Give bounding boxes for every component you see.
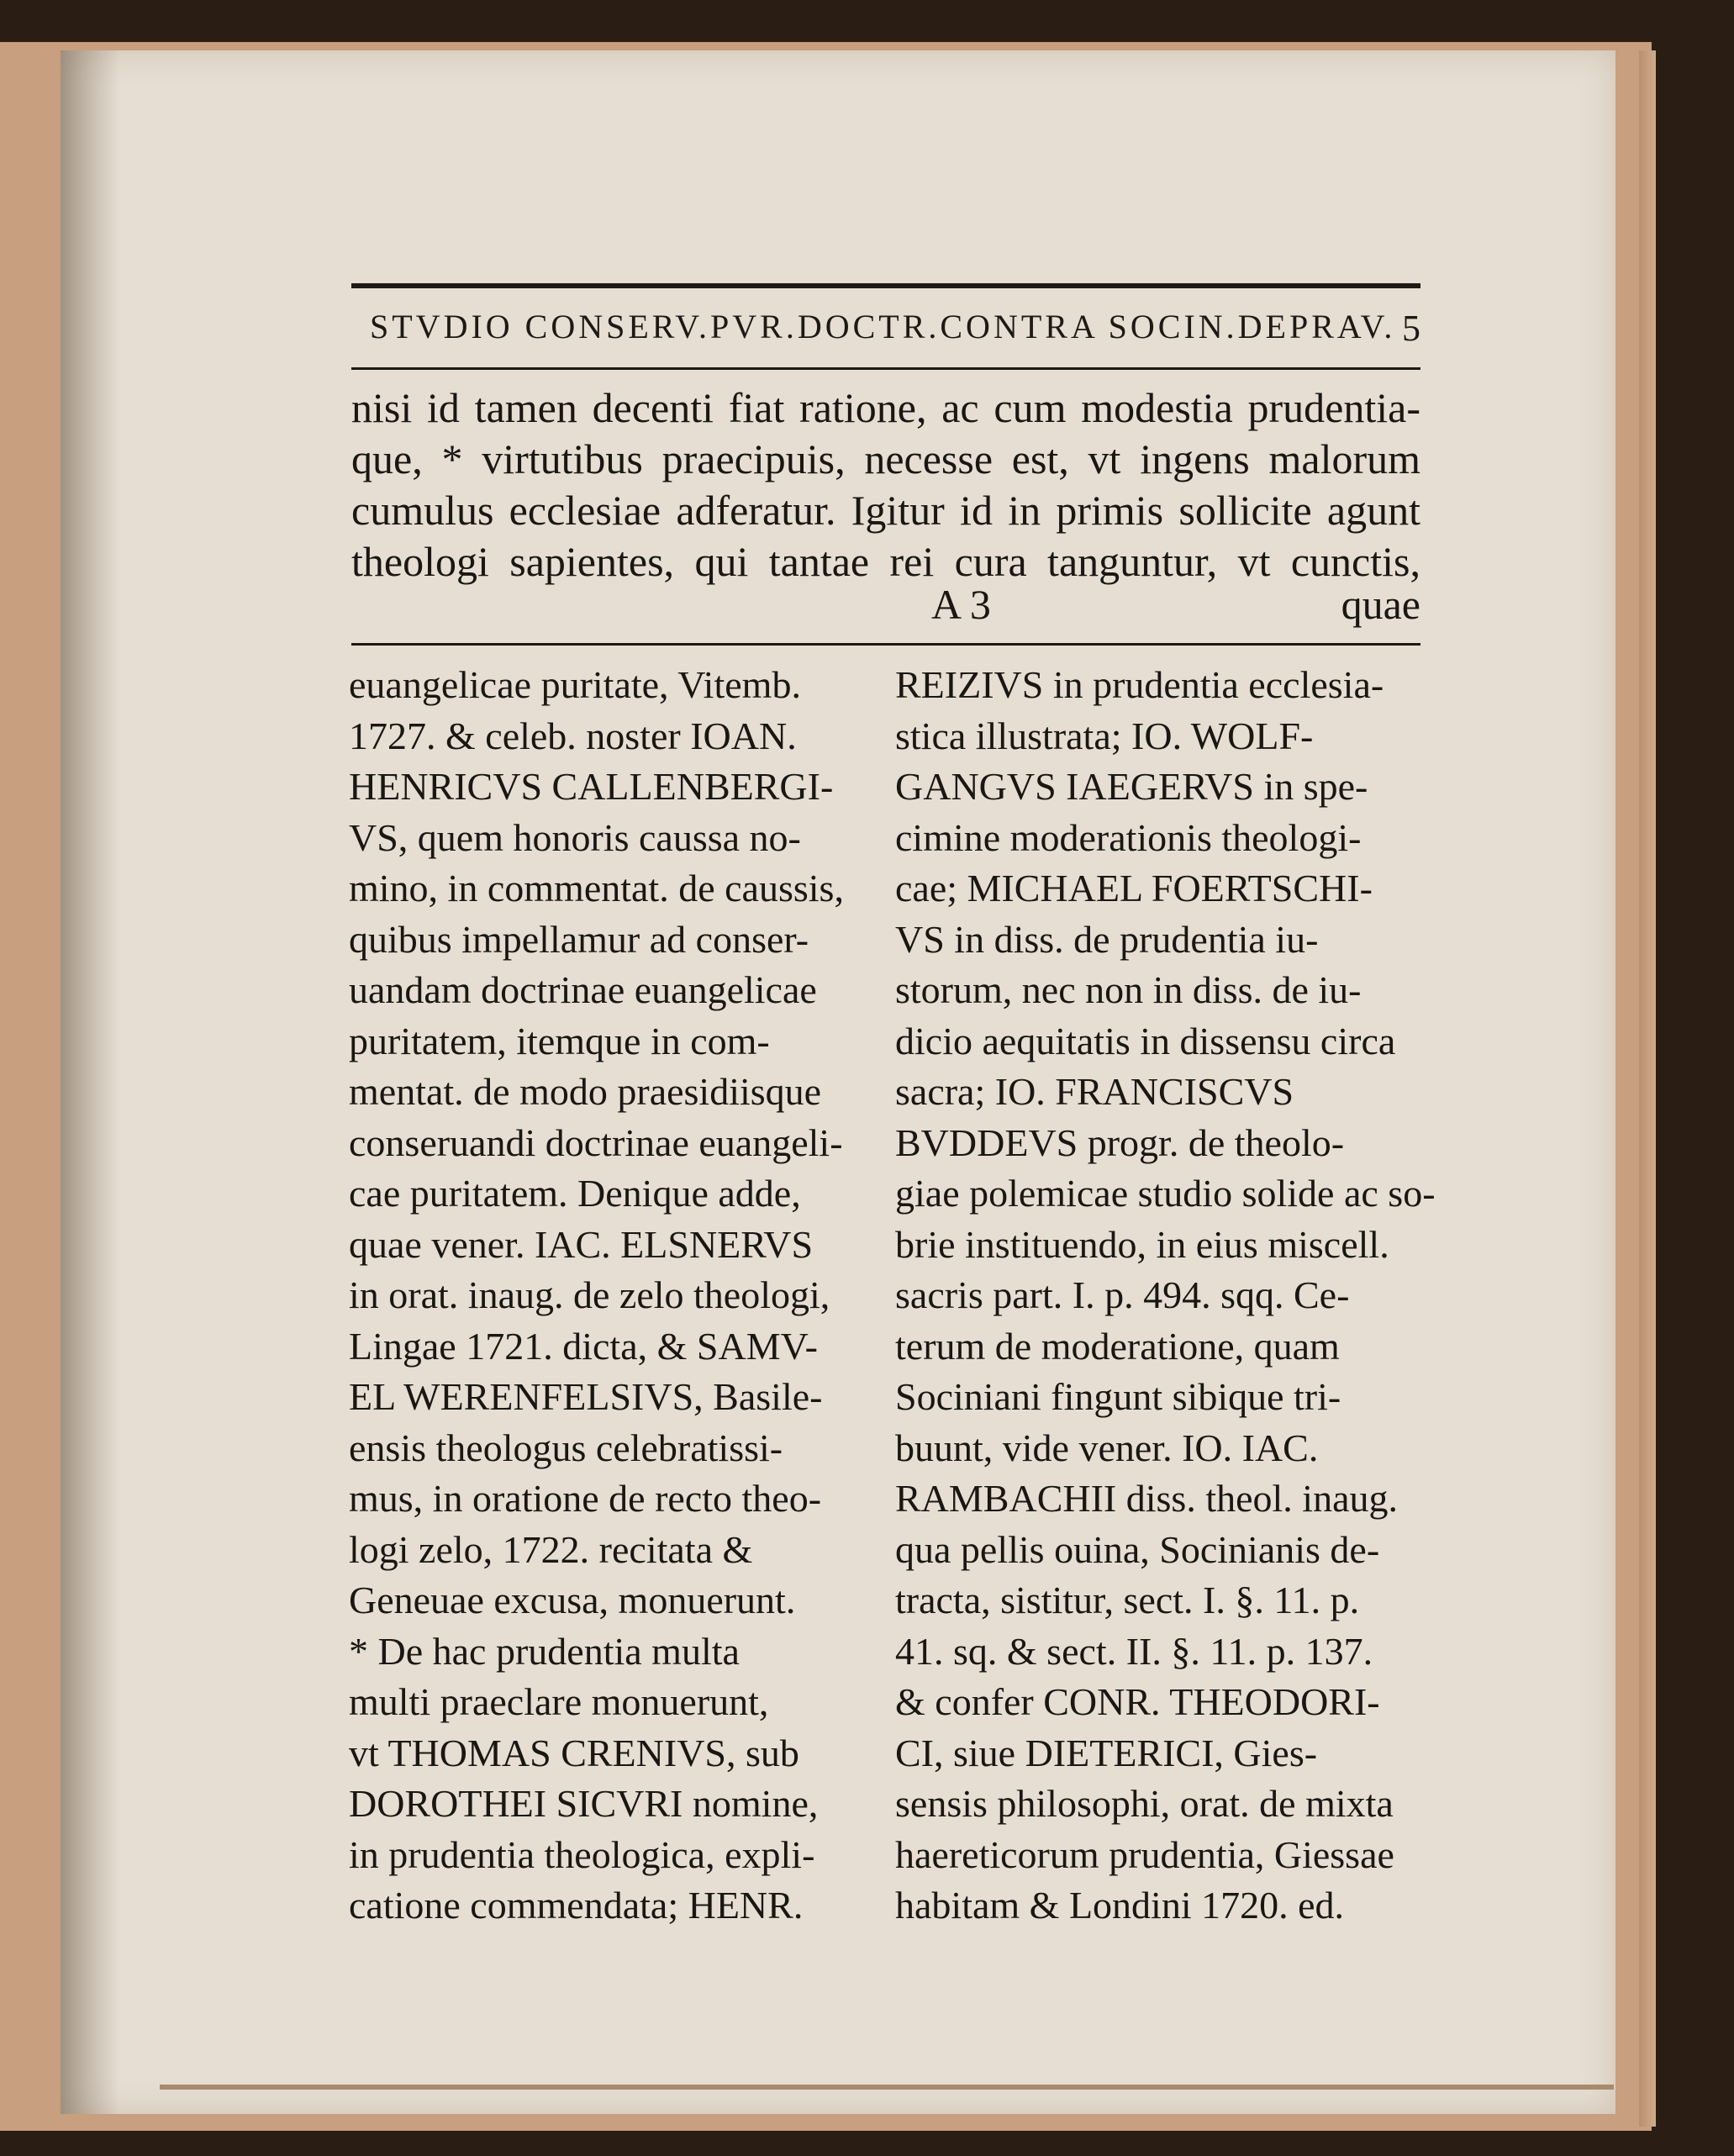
- footnote-line: 1727. & celeb. noster IOAN.: [349, 714, 797, 757]
- footnote-line: GANGVS IAEGERVS in spe-: [895, 765, 1368, 808]
- footnote-line: catione commendata; HENR.: [349, 1884, 804, 1927]
- header-rule-top: [351, 283, 1420, 288]
- footnote-line: CI, siue DIETERICI, Gies-: [895, 1731, 1318, 1774]
- footnote-line: in prudentia theologica, expli-: [349, 1832, 815, 1876]
- footnote-line: BVDDEVS progr. de theolo-: [895, 1120, 1345, 1164]
- footnote-line: cae puritatem. Denique adde,: [349, 1172, 801, 1215]
- footnote-line: storum, nec non in diss. de iu-: [895, 968, 1362, 1011]
- footnote-line: mentat. de modo praesidiisque: [349, 1070, 822, 1113]
- signature-mark: A 3: [931, 581, 991, 628]
- board-rule: [160, 2085, 1614, 2090]
- footnote-line: quae vener. IAC. ELSNERVS: [349, 1222, 814, 1266]
- footnote-line: haereticorum prudentia, Giessae: [895, 1832, 1394, 1876]
- footnote-line: VS, quem honoris caussa no-: [349, 815, 801, 859]
- footnote-line: RAMBACHII diss. theol. inaug.: [895, 1477, 1398, 1520]
- footnote-line: brie instituendo, in eius miscell.: [895, 1222, 1389, 1266]
- catchword: quae: [1341, 581, 1420, 628]
- main-text-line: cumulus ecclesiae adferatur. Igitur id in primis sollicite agunt: [351, 487, 1420, 534]
- footnote-line: ensis theologus celebratissi-: [349, 1426, 783, 1469]
- footnote-line: tracta, sistitur, sect. I. §. 11. p.: [895, 1579, 1360, 1621]
- main-text-line: que, * virtutibus praecipuis, necesse est, vt ingens malorum: [351, 435, 1420, 482]
- footnote-line: REIZIVS in prudentia ecclesia-: [895, 663, 1384, 706]
- footnote-line: logi zelo, 1722. recitata &: [349, 1527, 753, 1571]
- footnote-line: HENRICVS CALLENBERGI-: [349, 765, 834, 808]
- footnote-line: puritatem, itemque in com-: [349, 1019, 770, 1062]
- footnote-line: 41. sq. & sect. II. §. 11. p. 137.: [895, 1629, 1373, 1673]
- footnote-line: mus, in oratione de recto theo-: [349, 1477, 822, 1520]
- footnote-line: sacris part. I. p. 494. sqq. Ce-: [895, 1273, 1350, 1316]
- footnote-column-left: [349, 660, 870, 1932]
- footnote-column-right: [895, 660, 1436, 1932]
- running-title: STVDIO CONSERV.PVR.DOCTR.CONTRA SOCIN.DEPRAV.: [370, 308, 1396, 345]
- footnote-line: * De hac prudentia multa: [349, 1629, 740, 1673]
- footnote-line: conseruandi doctrinae euangeli-: [349, 1120, 843, 1164]
- board-edge: [1639, 50, 1656, 2127]
- footnote-line: sensis philosophi, orat. de mixta: [895, 1782, 1394, 1825]
- footnote-line: sacra; IO. FRANCISCVS: [895, 1070, 1294, 1113]
- footnote-line: cae; MICHAEL FOERTSCHI-: [895, 867, 1373, 909]
- footnote-line: Geneuae excusa, monuerunt.: [349, 1579, 796, 1621]
- footnote-line: terum de moderatione, quam: [895, 1324, 1340, 1368]
- signature-line: [351, 580, 1420, 630]
- footnote-line: euangelicae puritate, Vitemb.: [349, 663, 801, 706]
- footnote-line: Lingae 1721. dicta, & SAMV-: [349, 1324, 818, 1368]
- footnote-line: in orat. inaug. de zelo theologi,: [349, 1273, 830, 1316]
- footnote-line: mino, in commentat. de caussis,: [349, 867, 844, 909]
- main-text-line: theologi sapientes, qui tantae rei cura tanguntur, vt cunctis,: [351, 538, 1420, 585]
- header-rule-bottom: [351, 367, 1420, 370]
- footnote-line: VS in diss. de prudentia iu-: [895, 917, 1319, 961]
- main-text-line: nisi id tamen decenti fiat ratione, ac cum modestia prudentia-: [351, 384, 1420, 431]
- main-text: [351, 382, 1420, 588]
- page-gutter: [61, 50, 119, 2114]
- footnote-line: Sociniani fingunt sibique tri-: [895, 1375, 1341, 1418]
- footnote-line: quibus impellamur ad conser-: [349, 917, 809, 961]
- running-header: [370, 307, 1420, 357]
- footnote-rule: [351, 643, 1420, 646]
- footnote-line: EL WERENFELSIVS, Basile-: [349, 1375, 823, 1418]
- footnote-line: cimine moderationis theologi-: [895, 815, 1362, 859]
- footnote-line: & confer CONR. THEODORI-: [895, 1680, 1380, 1723]
- footnote-line: habitam & Londini 1720. ed.: [895, 1884, 1345, 1927]
- page-number: 5: [1402, 308, 1420, 349]
- footnote-line: stica illustrata; IO. WOLF-: [895, 714, 1314, 757]
- footnote-line: uandam doctrinae euangelicae: [349, 968, 817, 1011]
- footnote-line: vt THOMAS CRENIVS, sub: [349, 1731, 799, 1774]
- footnote-line: buunt, vide vener. IO. IAC.: [895, 1426, 1319, 1469]
- footnote-line: multi praeclare monuerunt,: [349, 1680, 769, 1723]
- footnote-line: dicio aequitatis in dissensu circa: [895, 1019, 1396, 1062]
- footnote-line: qua pellis ouina, Socinianis de-: [895, 1527, 1380, 1571]
- footnote-line: DOROTHEI SICVRI nomine,: [349, 1782, 819, 1825]
- footnote-line: giae polemicae studio solide ac so-: [895, 1172, 1436, 1215]
